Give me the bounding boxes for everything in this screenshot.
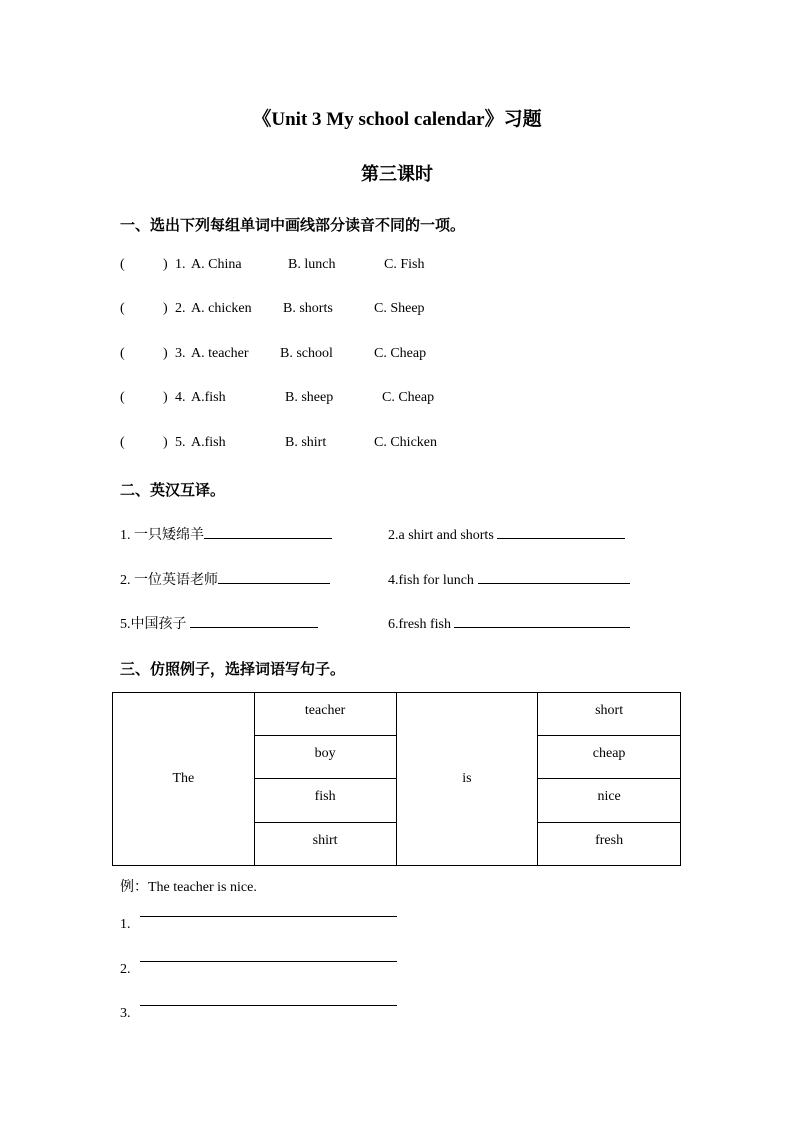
option-c: C. Fish	[384, 257, 425, 272]
question-number: 1.	[175, 257, 186, 272]
example-sentence: 例：The teacher is nice.	[120, 880, 257, 895]
verb-cell: is	[396, 693, 538, 866]
section-heading-3: 三、仿照例子，选择词语写句子。	[120, 662, 346, 678]
answer-bracket-close: )	[163, 257, 168, 272]
answer-blank[interactable]	[204, 524, 332, 539]
answer-line-number: 1.	[120, 917, 131, 932]
noun-cell: teacher	[254, 693, 396, 736]
adjective-cell: cheap	[538, 736, 681, 779]
list-item	[388, 569, 630, 589]
translation-prompt: 2.a shirt and shorts	[388, 528, 494, 543]
answer-line[interactable]	[140, 916, 397, 917]
list-item	[120, 524, 332, 544]
adjective-cell: short	[538, 693, 681, 736]
answer-blank[interactable]	[454, 613, 630, 628]
subject-cell: The	[113, 693, 255, 866]
answer-blank[interactable]	[190, 613, 318, 628]
option-c: C. Cheap	[382, 390, 435, 405]
page-title: 《Unit 3 My school calendar》习题	[252, 109, 542, 130]
list-item	[120, 613, 318, 633]
option-b: B. school	[280, 346, 333, 361]
option-b: B. sheep	[285, 390, 334, 405]
noun-cell: boy	[254, 736, 396, 779]
answer-bracket-close: )	[163, 435, 168, 450]
option-a: A. chicken	[191, 301, 252, 316]
list-item	[120, 569, 330, 589]
answer-bracket-open: (	[120, 390, 125, 405]
noun-cell: shirt	[254, 823, 396, 866]
answer-line-number: 3.	[120, 1006, 131, 1021]
translation-prompt: 6.fresh fish	[388, 617, 451, 632]
list-item	[388, 613, 630, 633]
answer-bracket-open: (	[120, 301, 125, 316]
answer-bracket-close: )	[163, 301, 168, 316]
answer-bracket-open: (	[120, 346, 125, 361]
word-table	[112, 692, 681, 866]
translation-prompt: 1. 一只矮绵羊	[120, 528, 204, 543]
answer-blank[interactable]	[478, 569, 630, 584]
list-item	[388, 524, 625, 544]
translation-prompt: 5.中国孩子	[120, 617, 187, 632]
option-b: B. shirt	[285, 435, 327, 450]
adjective-cell: nice	[538, 779, 681, 823]
answer-bracket-close: )	[163, 346, 168, 361]
page-subtitle: 第三课时	[361, 164, 433, 184]
answer-bracket-close: )	[163, 390, 168, 405]
question-number: 4.	[175, 390, 186, 405]
question-number: 5.	[175, 435, 186, 450]
option-c: C. Cheap	[374, 346, 427, 361]
answer-bracket-open: (	[120, 435, 125, 450]
answer-blank[interactable]	[497, 524, 625, 539]
answer-line[interactable]	[140, 961, 397, 962]
answer-line[interactable]	[140, 1005, 397, 1006]
option-a: A.fish	[191, 390, 226, 405]
question-number: 2.	[175, 301, 186, 316]
answer-blank[interactable]	[218, 569, 330, 584]
answer-line-number: 2.	[120, 962, 131, 977]
option-c: C. Sheep	[374, 301, 425, 316]
option-b: B. lunch	[288, 257, 336, 272]
option-a: A. teacher	[191, 346, 249, 361]
translation-prompt: 2. 一位英语老师	[120, 573, 218, 588]
option-b: B. shorts	[283, 301, 333, 316]
section-heading-2: 二、英汉互译。	[120, 483, 226, 499]
answer-bracket-open: (	[120, 257, 125, 272]
question-number: 3.	[175, 346, 186, 361]
section-heading-1: 一、选出下列每组单词中画线部分读音不同的一项。	[120, 218, 466, 234]
option-c: C. Chicken	[374, 435, 437, 450]
option-a: A. China	[191, 257, 242, 272]
option-a: A.fish	[191, 435, 226, 450]
adjective-cell: fresh	[538, 823, 681, 866]
translation-prompt: 4.fish for lunch	[388, 573, 474, 588]
noun-cell: fish	[254, 779, 396, 823]
